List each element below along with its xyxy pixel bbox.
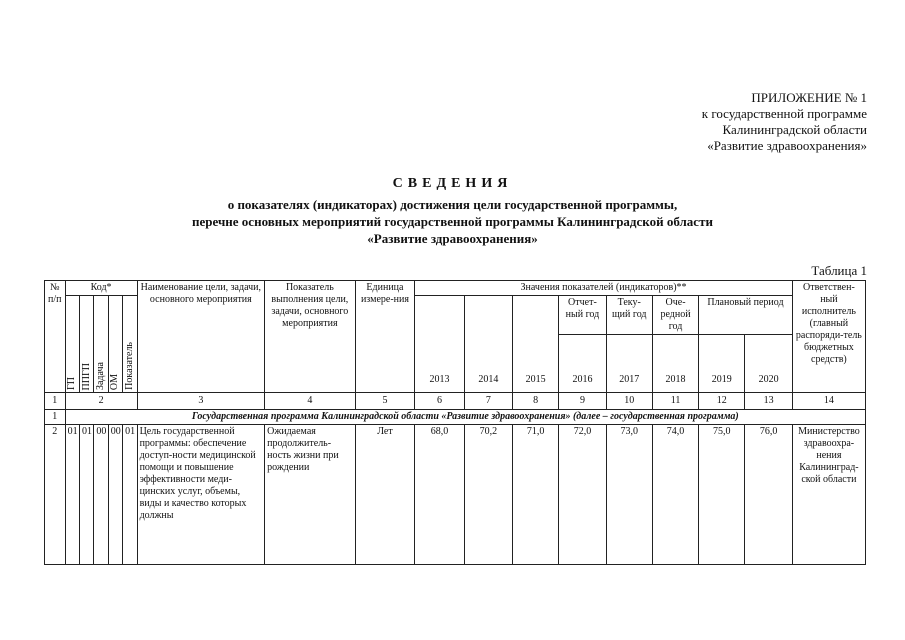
- data-row-value: 76,0: [745, 425, 792, 565]
- header-current-year: Теку-щий год: [606, 296, 652, 335]
- col-num: 9: [559, 393, 606, 410]
- col-num: 13: [745, 393, 792, 410]
- col-num: 11: [652, 393, 698, 410]
- data-row-value: 72,0: [559, 425, 606, 565]
- header-report-year: Отчет-ный год: [559, 296, 606, 335]
- data-row-responsible: Министерство здравоохра-нения Калининград-ской области: [792, 425, 865, 565]
- year-2016: 2016: [559, 335, 606, 393]
- col-num: 7: [464, 393, 512, 410]
- appendix-block: [607, 90, 867, 154]
- data-row-value: 74,0: [652, 425, 698, 565]
- data-row-code: 01: [79, 425, 93, 565]
- header-name: Наименование цели, задачи, основного мероприятия: [137, 281, 265, 393]
- code-indicator: Показатель: [123, 342, 135, 390]
- col-num: 8: [513, 393, 559, 410]
- header-responsible: Ответствен-ный исполнитель (главный распоряди-тель бюджетных средств): [792, 281, 865, 393]
- year-2018: 2018: [652, 335, 698, 393]
- program-row-text: Государственная программа Калининградской области «Развитие здравоохранения» (далее – государственная программа): [65, 410, 865, 425]
- year-2014: 2014: [464, 296, 512, 393]
- subtitle-line-2: перечне основных мероприятий государственной программы Калининградской области: [192, 214, 713, 229]
- data-row-value: 73,0: [606, 425, 652, 565]
- code-task: Задача: [95, 361, 107, 390]
- year-2015: 2015: [513, 296, 559, 393]
- code-task-cell: [94, 296, 108, 393]
- data-row-num: 2: [45, 425, 66, 565]
- year-2013: 2013: [415, 296, 464, 393]
- appendix-line-4: «Развитие здравоохранения»: [707, 138, 867, 153]
- subtitle-line-3: «Развитие здравоохранения»: [367, 231, 538, 246]
- program-row: [45, 410, 866, 425]
- subtitle-line-1: о показателях (индикаторах) достижения цели государственной программы,: [227, 197, 678, 212]
- col-num: 10: [606, 393, 652, 410]
- document-title: СВЕДЕНИЯ: [392, 176, 513, 191]
- year-2017: 2017: [606, 335, 652, 393]
- column-numbers-row: [45, 393, 866, 410]
- data-row-code: 01: [123, 425, 137, 565]
- data-row-value: 68,0: [415, 425, 464, 565]
- col-num: 2: [65, 393, 137, 410]
- code-om-cell: [108, 296, 122, 393]
- header-indicator: Показатель выполнения цели, задачи, основного мероприятия: [265, 281, 356, 393]
- header-row-1: [45, 281, 866, 296]
- col-num: 1: [45, 393, 66, 410]
- table-label: Таблица 1: [811, 263, 867, 278]
- year-2019: 2019: [699, 335, 745, 393]
- year-2020: 2020: [745, 335, 792, 393]
- code-ppgp-cell: [79, 296, 93, 393]
- header-unit: Единица измере-ния: [355, 281, 415, 393]
- header-num: № п/п: [45, 281, 66, 393]
- header-next-year: Оче-редной год: [652, 296, 698, 335]
- data-row-value: 75,0: [699, 425, 745, 565]
- col-num: 3: [137, 393, 265, 410]
- data-row-code: 00: [94, 425, 108, 565]
- indicators-table: [44, 280, 866, 565]
- header-plan-period: Плановый период: [699, 296, 793, 335]
- header-values: Значения показателей (индикаторов)**: [415, 281, 793, 296]
- header-code: Код*: [65, 281, 137, 296]
- document-subtitle: [0, 196, 905, 247]
- appendix-line-3: Калининградской области: [722, 122, 867, 137]
- col-num: 4: [265, 393, 356, 410]
- col-num: 14: [792, 393, 865, 410]
- code-indicator-cell: [123, 296, 137, 393]
- data-row-code: 01: [65, 425, 79, 565]
- data-row-indicator: Ожидаемая продолжитель-ность жизни при рождении: [265, 425, 356, 565]
- data-row: [45, 425, 866, 565]
- data-row-name: Цель государственной программы: обеспечение доступ-ности медицинской помощи и повышение эффективности меди-цинских услуг, объемы, виды и качество которых должны: [137, 425, 265, 565]
- data-row-value: 71,0: [513, 425, 559, 565]
- program-row-num: 1: [45, 410, 66, 425]
- data-row-code: 00: [108, 425, 122, 565]
- appendix-line-1: ПРИЛОЖЕНИЕ № 1: [751, 90, 867, 105]
- data-row-value: 70,2: [464, 425, 512, 565]
- appendix-line-2: к государственной программе: [701, 106, 867, 121]
- code-ppgp: ППГП: [80, 362, 92, 390]
- col-num: 5: [355, 393, 415, 410]
- code-gp: ГП: [66, 376, 78, 390]
- code-gp-cell: [65, 296, 79, 393]
- col-num: 12: [699, 393, 745, 410]
- data-row-unit: Лет: [355, 425, 415, 565]
- code-om: ОМ: [109, 373, 121, 390]
- col-num: 6: [415, 393, 464, 410]
